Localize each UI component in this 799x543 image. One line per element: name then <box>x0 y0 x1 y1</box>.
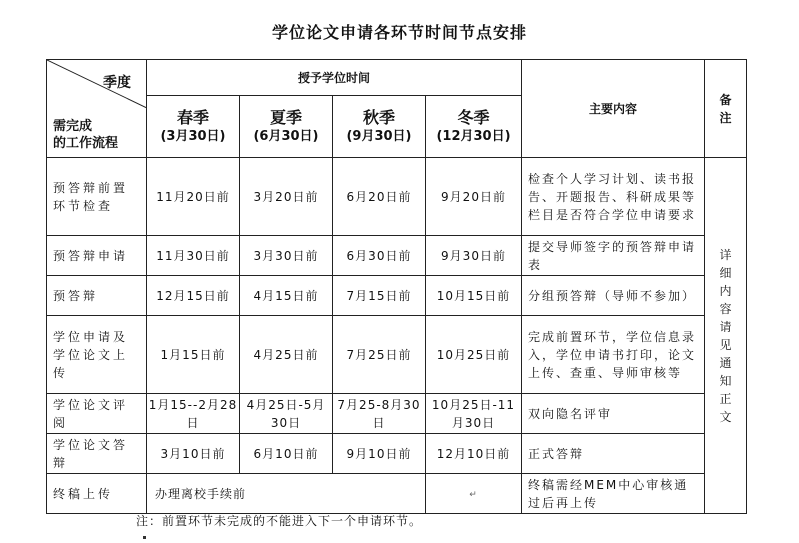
stage-cell: 预答辩 <box>47 276 147 316</box>
award-time-header: 授予学位时间 <box>147 60 522 96</box>
stage-cell: 学位论文评阅 <box>47 394 147 434</box>
winter-deadline-empty: ↵ <box>426 474 522 514</box>
content-cell: 分组预答辩（导师不参加） <box>522 276 705 316</box>
stage-cell: 预答辩前置环节检查 <box>47 158 147 236</box>
spring-deadline: 11月30日前 <box>147 236 240 276</box>
table-row <box>47 158 747 236</box>
autumn-deadline: 9月10日前 <box>333 434 426 474</box>
table-row <box>47 236 747 276</box>
schedule-table <box>46 59 747 514</box>
autumn-deadline: 7月25-8月30日 <box>333 394 426 434</box>
spring-deadline: 11月20日前 <box>147 158 240 236</box>
summer-deadline: 3月20日前 <box>240 158 333 236</box>
remark-text: 详细内容请见通知正文 <box>719 247 732 424</box>
content-cell: 终稿需经MEM中心审核通过后再上传 <box>522 474 705 514</box>
corner-header-cell <box>47 60 147 158</box>
season-winter-header: 冬季 (12月30日) <box>426 96 522 158</box>
autumn-deadline: 7月15日前 <box>333 276 426 316</box>
content-cell: 提交导师签字的预答辩申请表 <box>522 236 705 276</box>
summer-deadline: 4月25日-5月30日 <box>240 394 333 434</box>
winter-deadline: 9月30日前 <box>426 236 522 276</box>
bullet-dot <box>143 536 146 539</box>
winter-deadline: 9月20日前 <box>426 158 522 236</box>
autumn-deadline: 6月20日前 <box>333 158 426 236</box>
stage-cell: 终稿上传 <box>47 474 147 514</box>
merged-deadline: 办理离校手续前 <box>147 474 426 514</box>
table-row <box>47 434 747 474</box>
content-cell: 完成前置环节，学位信息录入，学位申请书打印，论文上传、查重、导师审核等 <box>522 316 705 394</box>
main-content-header: 主要内容 <box>522 60 705 158</box>
spring-deadline: 1月15日前 <box>147 316 240 394</box>
content-cell: 检查个人学习计划、读书报告、开题报告、科研成果等栏目是否符合学位申请要求 <box>522 158 705 236</box>
season-autumn-header: 秋季 (9月30日) <box>333 96 426 158</box>
winter-deadline: 12月10日前 <box>426 434 522 474</box>
content-cell: 正式答辩 <box>522 434 705 474</box>
winter-deadline: 10月25日-11月30日 <box>426 394 522 434</box>
flow-corner-label: 需完成 的工作流程 <box>53 119 119 151</box>
remark-header-text: 备注 <box>719 92 732 125</box>
season-spring-header: 春季 (3月30日) <box>147 96 240 158</box>
summer-deadline: 4月25日前 <box>240 316 333 394</box>
footnote: 注：前置环节未完成的不能进入下一个申请环节。 <box>136 514 423 528</box>
table-row <box>47 394 747 434</box>
table-row <box>47 276 747 316</box>
spring-deadline: 3月10日前 <box>147 434 240 474</box>
remark-header <box>705 60 747 158</box>
remark-cell <box>705 158 747 514</box>
table-row <box>47 474 747 514</box>
stage-cell: 预答辩申请 <box>47 236 147 276</box>
winter-deadline: 10月25日前 <box>426 316 522 394</box>
summer-deadline: 3月30日前 <box>240 236 333 276</box>
spring-deadline: 12月15日前 <box>147 276 240 316</box>
autumn-deadline: 7月25日前 <box>333 316 426 394</box>
spring-deadline: 1月15--2月28日 <box>147 394 240 434</box>
header-row-1 <box>47 60 747 96</box>
table-row <box>47 316 747 394</box>
autumn-deadline: 6月30日前 <box>333 236 426 276</box>
summer-deadline: 6月10日前 <box>240 434 333 474</box>
document-title: 学位论文申请各环节时间节点安排 <box>271 23 527 42</box>
winter-deadline: 10月15日前 <box>426 276 522 316</box>
summer-deadline: 4月15日前 <box>240 276 333 316</box>
content-cell: 双向隐名评审 <box>522 394 705 434</box>
season-summer-header: 夏季 (6月30日) <box>240 96 333 158</box>
season-corner-label: 季度 <box>103 75 131 91</box>
stage-cell: 学位论文答辩 <box>47 434 147 474</box>
stage-cell: 学位申请及学位论文上传 <box>47 316 147 394</box>
